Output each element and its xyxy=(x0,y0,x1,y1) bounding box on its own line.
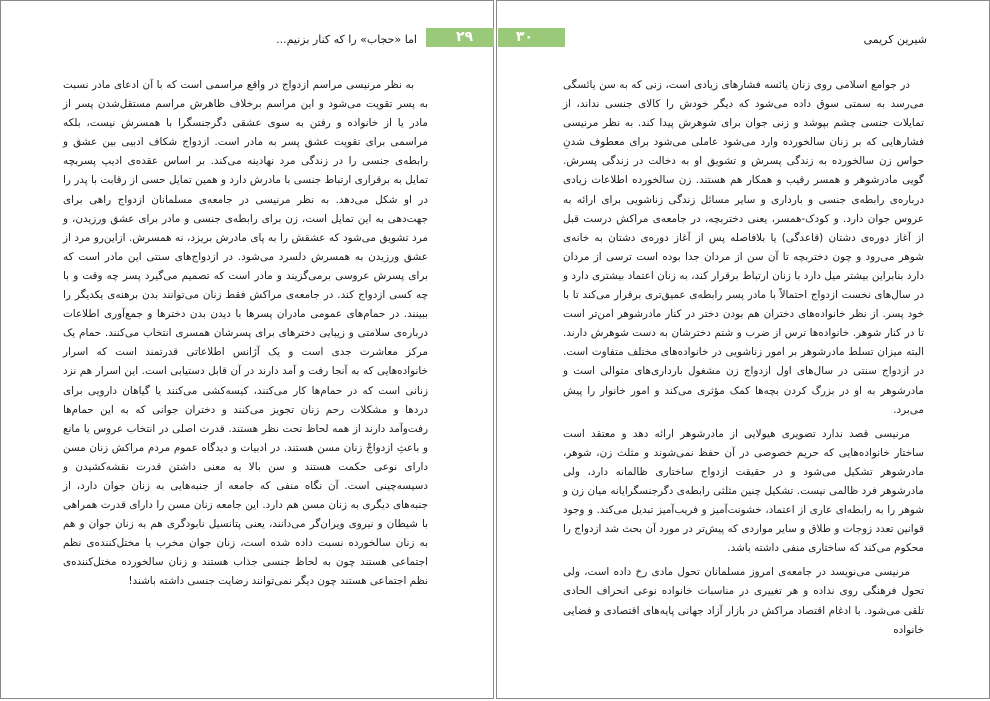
body-text xyxy=(63,76,428,597)
body-text xyxy=(563,76,924,645)
page-number: ۲۹ xyxy=(426,28,494,47)
right-page xyxy=(496,0,990,699)
page-number: ۳۰ xyxy=(498,28,565,47)
paragraph: در جوامع اسلامی روی زنان یائسه فشارهای زیادی است، زنی که به سن یائسگی می‌رسد به سمتی سوق داده می‌شود که دیگر خودش را کالای جنسی نداند، از تمایلات جنسی چشم بپوشد و زنی جوان برای شوهرش پیدا کند. به نظر مرنیسی فشارهایی که بر زنان سالخورده وارد می‌شود عاملی می‌شود برای معطوف شدنِ حواس زن سالخورده به زندگی پسرش و تشویق او به دخالت در زندگی پسرش. گویی مادرشوهر و همسر رقیب و همکار هم هستند. زن سالخورده اطلاعات زیادی درباره‌ی رابطه‌ی جنسی و بارداری و سایر مسائل زندگی زناشویی برای ارائه به عروس جوان دارد. و کودک-همسر، یعنی دختربچه، در جامعه‌ی مراکش درست قبل از آغاز دوره‌ی دشتان (قاعدگی) یا بلافاصله پس از آغاز دوره‌ی دشتان به خانه‌ی شوهر می‌رود و چون دختربچه تا آن سن از مردان جدا بوده است ترسی از مردان دارد بنابراین بیشتر میل دارد با زنان ارتباط برقرار کند، به زنان اعتماد بیشتری دارد و در سال‌های نخست ازدواج احتمالاً با مادر پسر رابطه‌ی عمیق‌تری برقرار می‌کند تا با خود پسر. از نظر خانواده‌های دختران هم بودن دختر در کنار مادرشوهر امن‌تر است تا در کنار شوهر. خانواده‌ها ترس از ضرب و شتم دخترشان به دست شوهرش دارند. البته میزان تسلط مادرشوهر بر امور زناشویی در خانواده‌های مختلف متفاوت است. در ازدواج سنتی در سال‌های اول ازدواج زن مشغول بارداری‌های متوالی است و مادرشوهر به او در بزرگ کردن بچه‌ها کمک مؤثری می‌کند و امور خانوار را پیش می‌برد. xyxy=(563,79,924,416)
left-page xyxy=(0,0,494,699)
paragraph: مرنیسی قصد ندارد تصویری هیولایی از مادرشوهر ارائه دهد و معتقد است ساختار خانواده‌هایی که حریم خصوصی در آن حفظ نمی‌شوند و مثلث زن، شوهر، مادرشوهر تشکیل می‌شود و در حقیقت ازدواج ساختاری ظالمانه دارد، ولی مادرشوهر فرد ظالمی نیست. تشکیل چنین مثلثی رابطه‌ی دگرجنسگرایانه میان زن و شوهر را به رابطه‌ای عاری از اعتماد، خشونت‌آمیز و فریب‌آمیز تبدیل می‌کند. و وجود قوانین تعدد زوجات و طلاق و سایر مواردی که پیش‌تر در مورد آن بحث شد ازدواج را محکوم می‌کند که ساختاری منفی داشته باشد. xyxy=(563,427,924,555)
running-head: شیرین کریمی xyxy=(863,33,927,46)
paragraph: به نظر مرنیسی مراسم ازدواج در واقع مراسمی است که با آن ادعای مادر نسبت به پسر تقویت می‌شود و این مراسم برخلاف ظاهرش مراسم مستقل‌شدن پسر از مادر یا از خانواده و رفتن به سوی عشقی دگرجنسگرا با همسرش نیست، بلکه مراسمی برای تقویت عشق پسر به مادر است. ازدواج شکاف ادبیی بین عشق و رابطه‌ی جنسی را در زندگی مرد نهادینه می‌کند. بر اساس عقده‌ی ادیپ پسربچه تمایل به برقراری ارتباط جنسی با مادرش دارد و همین تمایل حسی از رقابت با پدر را در او شکل می‌دهد. به نظر مرنیسی در جامعه‌ی مسلمانان ازدواج راهی برای جهت‌دهی به این تمایل است، زن برای رابطه‌ی جنسی و مادر برای عشق ورزیدن، و مرد تشویق می‌شود که عشقش را به پای مادرش بریزد، نه همسرش. ازاین‌رو مرد از عشق ورزیدن به همسرش دلسرد می‌شود. در ازدواج‌های سنتی این مادر است که برای پسرش عروسی برمی‌گزیند و مادر است که تصمیم می‌گیرد پسر چه وقت و با چه کسی ازدواج کند. در جامعه‌ی مراکش فقط زنان می‌توانند بدن برهنه‌ی یکدیگر را ببینند. در حمام‌های عمومی مادران پسرها با دیدن بدن دخترها و جمع‌آوری اطلاعات درباره‌ی سلامتی و زیبایی دخترهای برای پسرشان همسری انتخاب می‌کنند. حمام یک مرکز معاشرت جدی است و یک آژانس اطلاعاتی قدرتمند است که اسرار خانواده‌هایی که به آنجا رفت و آمد دارند در آن قابل دستیابی است. این اسرار هم نزد زنانی است که در حمام‌ها کار می‌کنند، کیسه‌کشی می‌کنند یا گیاهان دارویی برای دردها و مشکلات رحم زنان تجویز می‌کنند و دختران جوانی که به این حمام‌ها رفت‌وآمد دارند از همه لحاظ تحت نظر هستند. قدرت اصلی در انتخاب عروس یا مانع و باعثِ ازدواجْ زنان مسن هستند. در ادبیات و دیدگاه عموم مردم مراکش زنان مسن دارای نوعی حکمت هستند و سن بالا به معنی داشتن قدرت نقشه‌کشیدن و دسیسه‌چینی است. آن نگاه منفی که جامعه از جنبه‌هایی به زنان جوان دارد، از جنبه‌های دیگری به زنان مسن هم دارد. این جامعه زنان مسن را دارای قدرت همراهی با شیطان و نیروی ویران‌گر می‌دانند، یعنی پتانسیل نابودگری هم به زنان جوان و هم به زنان سالخورده نسبت داده شده است، زنان جوان مخرب یا مختل‌کننده‌ی نظم اجتماعی هستند چون به لحاظ جنسی جذاب هستند و زنان سالخورده مختل‌کننده‌ی نظم اجتماعی هستند چون دیگر نمی‌توانند رضایت جنسی داشته باشند! xyxy=(63,79,428,588)
paragraph: مرنیسی می‌نویسد در جامعه‌ی امروز مسلمانان تحول مادی رخ داده است، ولی تحول فرهنگی روی نداده و هر تغییری در مناسبات خانواده نوعی انحراف الحادی تلقی می‌شود. با ادغام اقتصاد مراکش در بازار آزاد جهانی پایه‌های اقتصادی و فضایی خانواده xyxy=(563,566,924,636)
running-head: اما «حجاب» را که کنار بزنیم... xyxy=(276,33,417,46)
